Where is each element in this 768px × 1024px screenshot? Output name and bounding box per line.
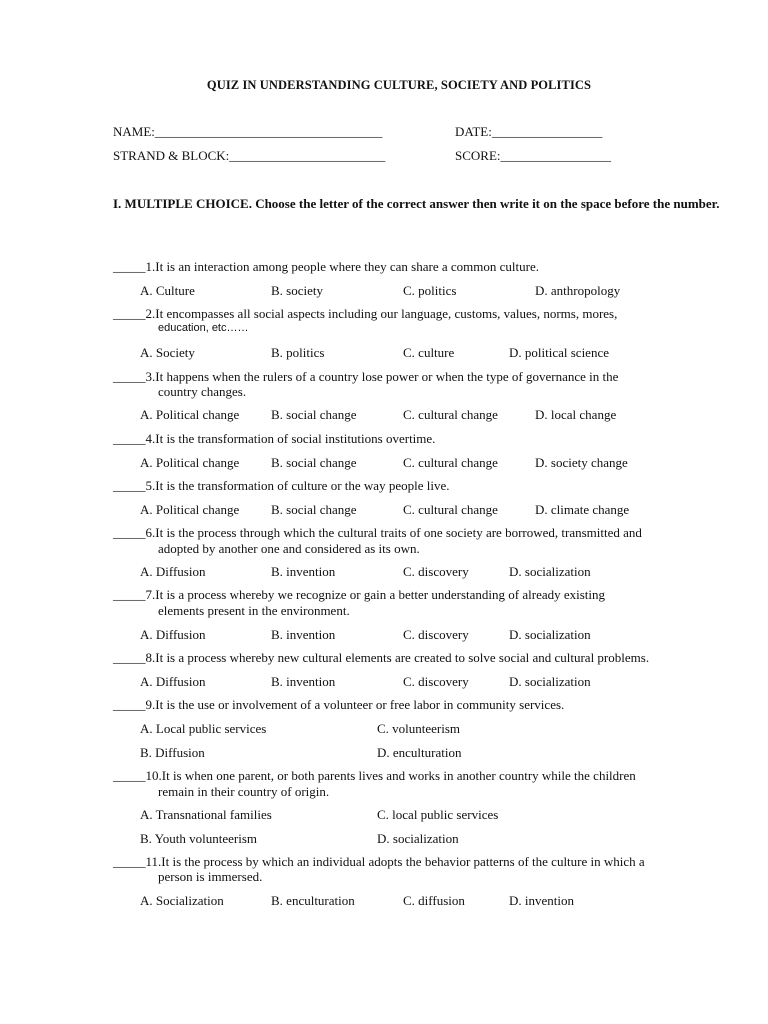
choice-1c: C. politics — [403, 283, 457, 298]
choice-6c: C. discovery — [403, 564, 469, 579]
question-3-cont: country changes. — [158, 384, 247, 399]
choice-8d: D. socialization — [509, 674, 591, 689]
choice-4d: D. society change — [535, 455, 628, 470]
choice-8c: C. discovery — [403, 674, 469, 689]
choice-5b: B. social change — [271, 502, 357, 517]
choice-4a: A. Political change — [140, 455, 240, 470]
choice-3d: D. local change — [535, 407, 617, 422]
choice-8a: A. Diffusion — [140, 674, 206, 689]
question-2: _____2.It encompasses all social aspects including our language, customs, values, norms, mores, — [113, 306, 618, 321]
choice-7c: C. discovery — [403, 627, 469, 642]
choice-6b: B. invention — [271, 564, 336, 579]
page-title: QUIZ IN UNDERSTANDING CULTURE, SOCIETY AND POLITICS — [206, 78, 592, 92]
choice-4b: B. social change — [271, 455, 357, 470]
choice-5c: C. cultural change — [403, 502, 498, 517]
question-4: _____4.It is the transformation of social institutions overtime. — [113, 431, 436, 446]
question-8: _____8.It is a process whereby new cultural elements are created to solve social and cultural problems. — [113, 650, 650, 665]
choice-10d: D. socialization — [377, 831, 459, 846]
question-10: _____10.It is when one parent, or both parents lives and works in another country while the children — [113, 768, 636, 783]
choice-3c: C. cultural change — [403, 407, 498, 422]
question-9: _____9.It is the use or involvement of a volunteer or free labor in community services. — [113, 697, 565, 712]
choice-5a: A. Political change — [140, 502, 240, 517]
question-5: _____5.It is the transformation of culture or the way people live. — [113, 478, 450, 493]
choice-3b: B. social change — [271, 407, 357, 422]
choice-9c: C. volunteerism — [377, 721, 461, 736]
question-10-cont: remain in their country of origin. — [158, 784, 330, 799]
instructions: I. MULTIPLE CHOICE. Choose the letter of the correct answer then write it on the space before the number. — [113, 196, 720, 211]
name-field: NAME:___________________________________ — [113, 124, 383, 139]
question-11-cont: person is immersed. — [158, 869, 263, 884]
choice-11d: D. invention — [509, 893, 574, 908]
choice-6a: A. Diffusion — [140, 564, 206, 579]
choice-7d: D. socialization — [509, 627, 591, 642]
choice-2d: D. political science — [509, 345, 609, 360]
choice-6d: D. socialization — [509, 564, 591, 579]
question-11: _____11.It is the process by which an individual adopts the behavior patterns of the culture in which a — [113, 854, 645, 869]
choice-1a: A. Culture — [140, 283, 195, 298]
choice-8b: B. invention — [271, 674, 336, 689]
choice-3a: A. Political change — [140, 407, 240, 422]
choice-2c: C. culture — [403, 345, 455, 360]
choice-9d: D. enculturation — [377, 745, 462, 760]
question-3: _____3.It happens when the rulers of a country lose power or when the type of governance in the — [113, 369, 619, 384]
choice-11a: A. Socialization — [140, 893, 224, 908]
question-6-cont: adopted by another one and considered as its own. — [158, 541, 420, 556]
question-1: _____1.It is an interaction among people where they can share a common culture. — [113, 259, 539, 274]
question-7: _____7.It is a process whereby we recognize or gain a better understanding of already existing — [113, 587, 606, 602]
choice-9a: A. Local public services — [140, 721, 267, 736]
choice-7a: A. Diffusion — [140, 627, 206, 642]
strand-block-field: STRAND & BLOCK:________________________ — [113, 148, 386, 163]
choice-1b: B. society — [271, 283, 323, 298]
choice-2a: A. Society — [140, 345, 195, 360]
date-field: DATE:_________________ — [455, 124, 603, 139]
question-7-cont: elements present in the environment. — [158, 603, 350, 618]
choice-4c: C. cultural change — [403, 455, 498, 470]
choice-1d: D. anthropology — [535, 283, 621, 298]
choice-10a: A. Transnational families — [140, 807, 272, 822]
choice-10c: C. local public services — [377, 807, 499, 822]
choice-2b: B. politics — [271, 345, 325, 360]
score-field: SCORE:_________________ — [455, 148, 612, 163]
choice-10b: B. Youth volunteerism — [140, 831, 258, 846]
choice-7b: B. invention — [271, 627, 336, 642]
choice-11b: B. enculturation — [271, 893, 355, 908]
choice-11c: C. diffusion — [403, 893, 465, 908]
choice-5d: D. climate change — [535, 502, 630, 517]
question-2-cont: education, etc…… — [158, 322, 249, 334]
question-6: _____6.It is the process through which the cultural traits of one society are borrowed, transmitted and — [113, 525, 642, 540]
choice-9b: B. Diffusion — [140, 745, 205, 760]
